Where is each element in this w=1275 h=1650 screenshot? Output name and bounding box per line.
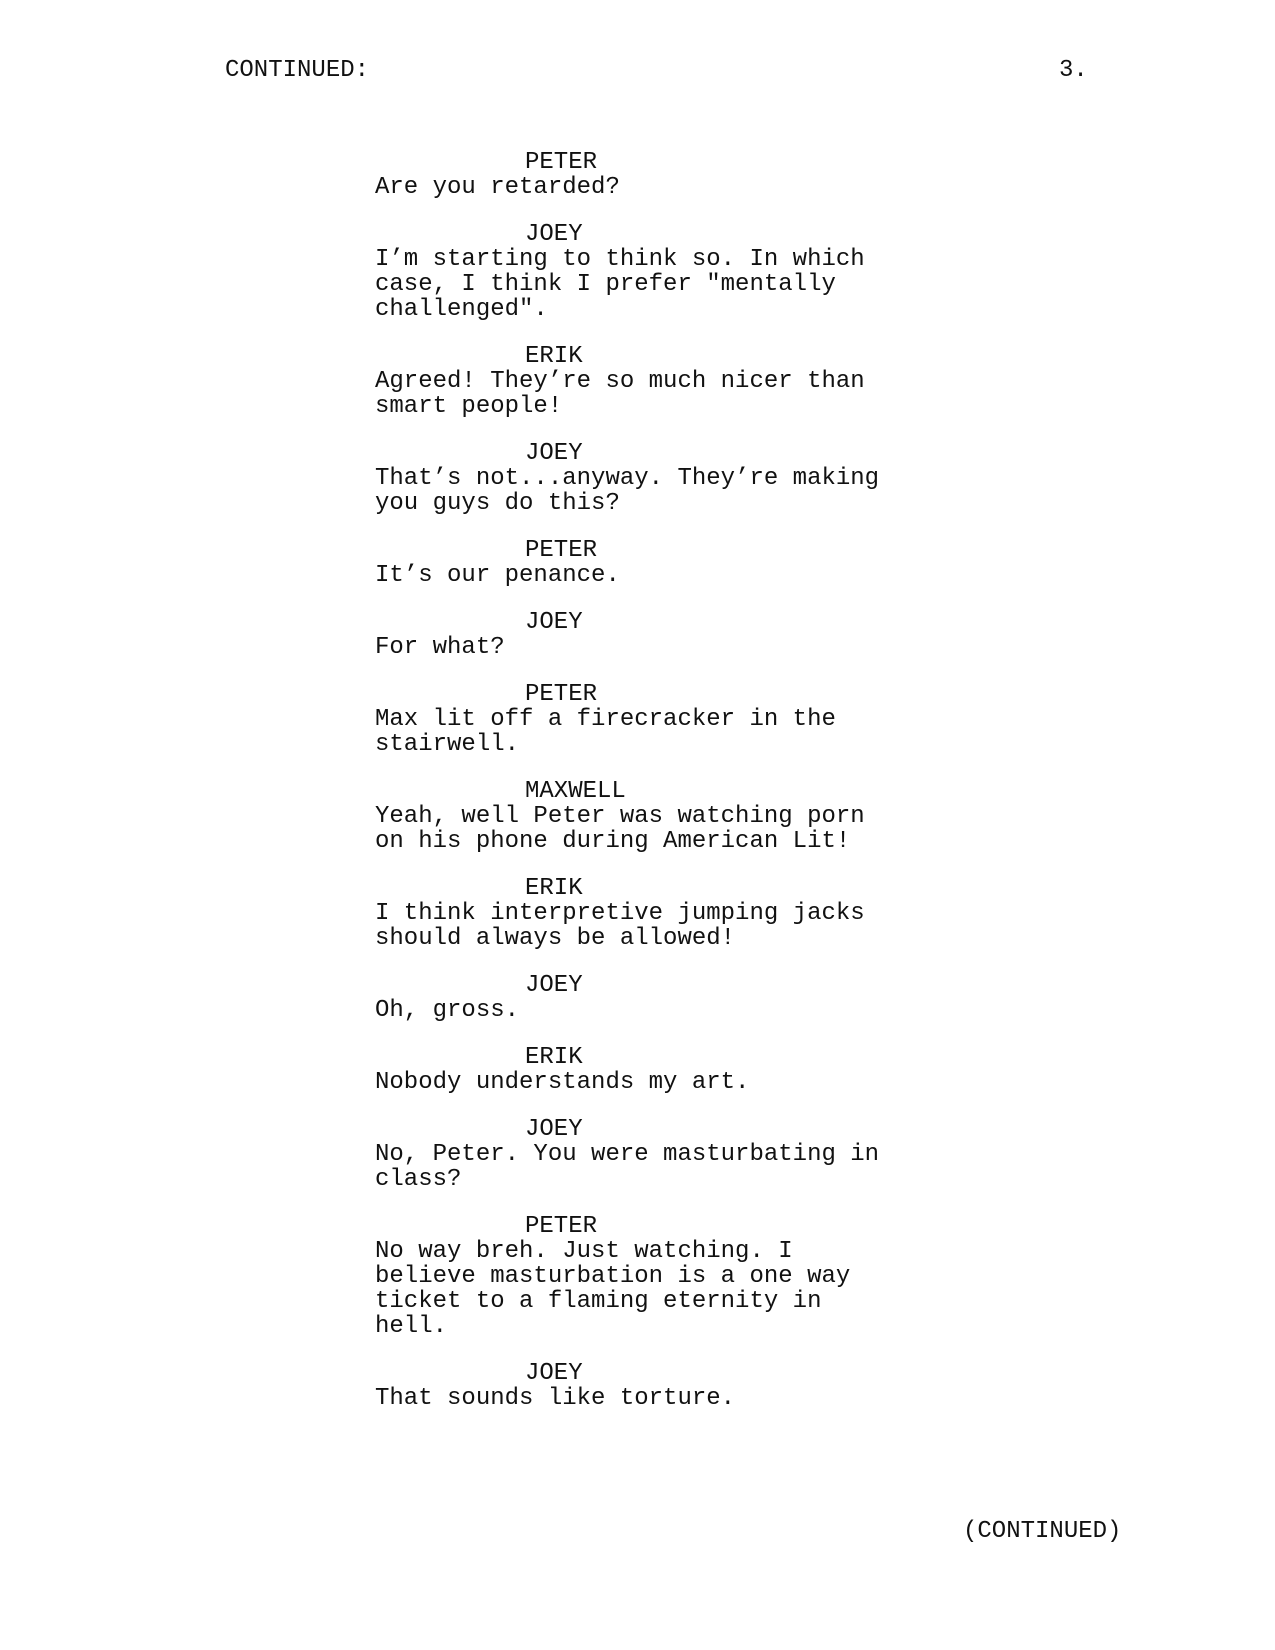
dialogue-block: [375, 1214, 935, 1339]
dialogue-line: For what?: [375, 634, 505, 661]
character-name: ERIK: [525, 875, 583, 902]
dialogue-text: [375, 466, 935, 516]
dialogue-block: [375, 344, 935, 419]
dialogue-block: [375, 682, 935, 757]
continued-header: CONTINUED:: [225, 57, 370, 84]
dialogue-block: [375, 222, 935, 322]
character-name: JOEY: [525, 221, 583, 248]
dialogue-block: [375, 779, 935, 854]
character-name: PETER: [525, 1213, 598, 1240]
dialogue-text: [375, 635, 935, 660]
continued-footer: (CONTINUED): [963, 1518, 1122, 1545]
dialogue-text: [375, 1070, 935, 1095]
dialogue-text: [375, 1142, 935, 1192]
dialogue-text: [375, 707, 935, 757]
dialogue-text: [375, 998, 935, 1023]
dialogue-line: Oh, gross.: [375, 997, 520, 1024]
dialogue-block: [375, 973, 935, 1023]
dialogue-block: [375, 441, 935, 516]
dialogue-block: [375, 538, 935, 588]
dialogue-line: I think interpretive jumping jacks: [375, 900, 865, 927]
dialogue-line: It’s our penance.: [375, 562, 620, 589]
dialogue-body: [375, 150, 935, 1433]
dialogue-line: you guys do this?: [375, 490, 620, 517]
dialogue-text: [375, 563, 935, 588]
dialogue-line: case, I think I prefer "mentally: [375, 271, 836, 298]
character-name: PETER: [525, 149, 598, 176]
dialogue-text: [375, 804, 935, 854]
dialogue-line: stairwell.: [375, 731, 520, 758]
dialogue-line: I’m starting to think so. In which: [375, 246, 865, 273]
dialogue-text: [375, 1386, 935, 1411]
dialogue-text: [375, 901, 935, 951]
dialogue-line: class?: [375, 1166, 462, 1193]
dialogue-line: Agreed! They’re so much nicer than: [375, 368, 865, 395]
dialogue-line: Max lit off a firecracker in the: [375, 706, 836, 733]
dialogue-line: Nobody understands my art.: [375, 1069, 750, 1096]
character-name: ERIK: [525, 1044, 583, 1071]
character-name: JOEY: [525, 609, 583, 636]
dialogue-text: [375, 247, 935, 322]
character-name: MAXWELL: [525, 778, 626, 805]
dialogue-block: [375, 876, 935, 951]
dialogue-line: smart people!: [375, 393, 563, 420]
character-name: JOEY: [525, 1360, 583, 1387]
dialogue-block: [375, 1045, 935, 1095]
character-name: JOEY: [525, 972, 583, 999]
dialogue-text: [375, 369, 935, 419]
dialogue-line: hell.: [375, 1313, 448, 1340]
character-name: ERIK: [525, 343, 583, 370]
dialogue-line: Are you retarded?: [375, 174, 620, 201]
character-name: PETER: [525, 681, 598, 708]
dialogue-block: [375, 1117, 935, 1192]
dialogue-line: believe masturbation is a one way: [375, 1263, 851, 1290]
dialogue-line: ticket to a flaming eternity in: [375, 1288, 822, 1315]
dialogue-text: [375, 175, 935, 200]
dialogue-line: challenged".: [375, 296, 548, 323]
dialogue-line: That sounds like torture.: [375, 1385, 736, 1412]
dialogue-text: [375, 1239, 935, 1339]
dialogue-line: should always be allowed!: [375, 925, 736, 952]
dialogue-line: on his phone during American Lit!: [375, 828, 851, 855]
character-name: JOEY: [525, 440, 583, 467]
character-name: PETER: [525, 537, 598, 564]
page-number: 3.: [1059, 57, 1088, 84]
dialogue-block: [375, 1361, 935, 1411]
dialogue-line: No, Peter. You were masturbating in: [375, 1141, 880, 1168]
dialogue-block: [375, 610, 935, 660]
character-name: JOEY: [525, 1116, 583, 1143]
dialogue-line: No way breh. Just watching. I: [375, 1238, 793, 1265]
dialogue-line: That’s not...anyway. They’re making: [375, 465, 880, 492]
dialogue-block: [375, 150, 935, 200]
dialogue-line: Yeah, well Peter was watching porn: [375, 803, 865, 830]
